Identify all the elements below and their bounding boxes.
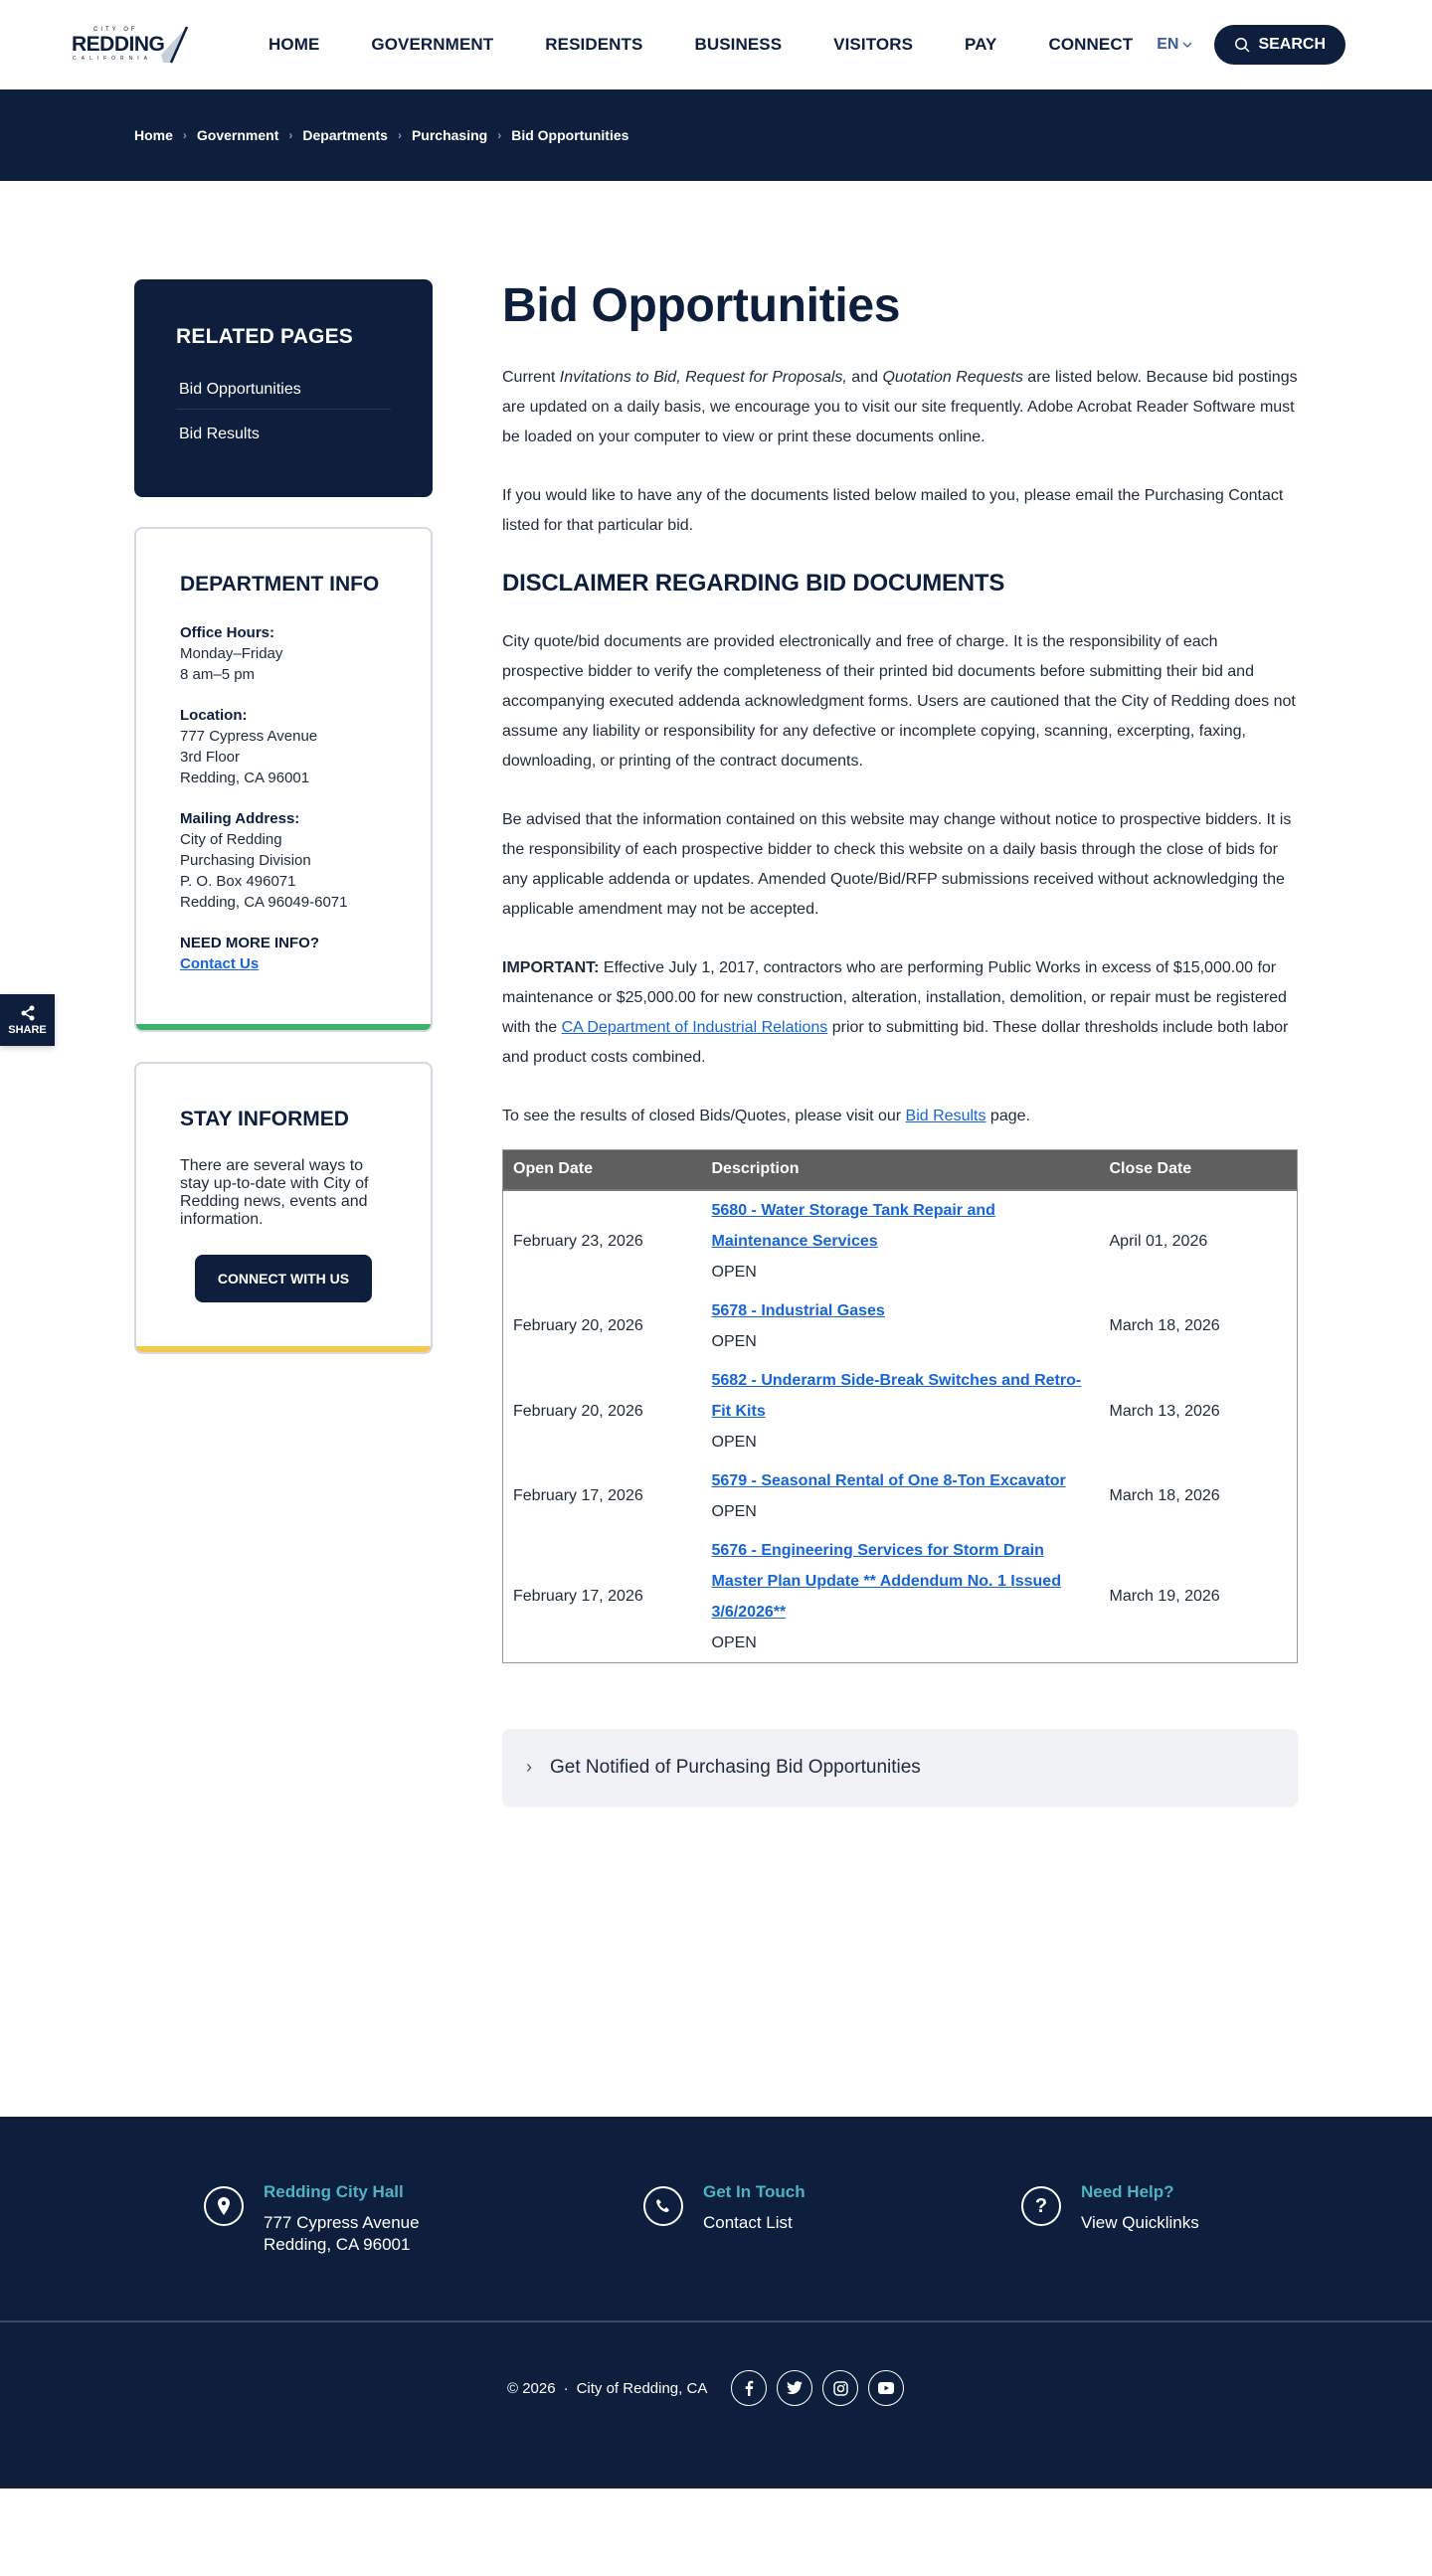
bid-results-link[interactable]: Bid Results — [905, 1108, 986, 1124]
copyright: © 2026 — [507, 2379, 556, 2397]
yellow-accent-bar — [136, 1346, 431, 1352]
bid-link[interactable]: 5676 - Engineering Services for Storm Drain Master Plan Update ** Addendum No. 1 Issued 3/6/2026** — [711, 1541, 1061, 1621]
intro-text: are listed below. Because bid postings are updated on a daily basis, we encourage you to visit our site frequently. Adobe Acrobat Reader Software must be loaded on your computer to view or print these documents online. — [502, 369, 1298, 445]
breadcrumb-separator-icon: › — [182, 128, 187, 142]
mailing-line: P. O. Box 496071 — [180, 873, 296, 890]
view-quicklinks-link[interactable]: View Quicklinks — [1081, 2213, 1199, 2232]
important-paragraph — [502, 953, 1298, 1073]
get-notified-accordion[interactable] — [502, 1729, 1298, 1806]
separator-dot: · — [563, 2379, 569, 2397]
related-link-bid-results[interactable]: Bid Results — [176, 409, 391, 453]
breadcrumb — [134, 127, 628, 143]
stay-informed-text: There are several ways to stay up-to-date with City of Redding news, events and information. — [180, 1157, 369, 1228]
main-content — [502, 279, 1298, 1806]
bid-link[interactable]: 5678 - Industrial Gases — [711, 1301, 885, 1319]
logo-california: CALIFORNIA — [73, 56, 153, 62]
breadcrumb-bar — [0, 89, 1432, 181]
address-line: 777 Cypress Avenue — [264, 2213, 420, 2232]
breadcrumb-separator-icon: › — [497, 128, 502, 142]
important-label: IMPORTANT: — [502, 959, 600, 976]
footer-divider — [0, 2320, 1432, 2322]
mailing-address-label: Mailing Address: — [180, 810, 300, 827]
intro-italic: Quotation Requests — [882, 369, 1023, 386]
logo-city-of: CITY OF — [93, 27, 138, 33]
nav-connect[interactable]: CONNECT — [1048, 35, 1134, 54]
social-links — [731, 2370, 904, 2406]
important-text: Effective July 1, 2017, contractors who are performing Public Works in excess of $15,000.00 for maintenance or $25,000.00 for new construction, alteration, installation, demolition, or repair must be registered with the — [502, 959, 1287, 1036]
mail-request-paragraph: If you would like to have any of the documents listed below mailed to you, please email the Purchasing Contact listed for that particular bid. — [502, 487, 1284, 534]
map-pin-icon — [204, 2186, 244, 2226]
intro-italic: Invitations to Bid, Request for Proposals, — [559, 369, 847, 386]
main-layout — [0, 279, 1432, 1806]
mailing-line: Purchasing Division — [180, 852, 311, 869]
footer-city-hall-title: Redding City Hall — [264, 2182, 404, 2201]
department-info-title: DEPARTMENT INFO — [180, 573, 380, 596]
contact-us-link[interactable]: Contact Us — [180, 955, 260, 972]
footer-need-help-title: Need Help? — [1081, 2182, 1174, 2201]
facebook-icon[interactable] — [731, 2370, 767, 2406]
results-text: page. — [985, 1108, 1030, 1124]
share-button[interactable] — [0, 994, 55, 1046]
bids-table — [502, 1149, 1298, 1663]
instagram-icon[interactable] — [822, 2370, 858, 2406]
twitter-icon[interactable] — [777, 2370, 812, 2406]
description-cell — [702, 1291, 1100, 1361]
mailing-line: Redding, CA 96049-6071 — [180, 894, 348, 911]
table-row — [503, 1461, 1298, 1531]
bid-status: OPEN — [711, 1502, 757, 1520]
office-hours-time: 8 am–5 pm — [180, 666, 256, 683]
open-date: February 23, 2026 — [513, 1232, 643, 1250]
nav-government[interactable]: GOVERNMENT — [371, 35, 494, 54]
intro-text: and — [846, 369, 883, 386]
main-nav — [268, 35, 1133, 55]
footer-get-in-touch-title: Get In Touch — [703, 2182, 806, 2201]
contact-list-link[interactable]: Contact List — [703, 2213, 793, 2232]
nav-residents[interactable]: RESIDENTS — [545, 35, 643, 54]
intro-paragraph — [502, 363, 1298, 452]
mailing-line: City of Redding — [180, 831, 282, 848]
office-hours-label: Office Hours: — [180, 624, 275, 641]
related-pages-title: RELATED PAGES — [176, 325, 354, 348]
need-more-info-label: NEED MORE INFO? — [180, 935, 320, 951]
description-cell — [702, 1361, 1100, 1461]
related-link-bid-opportunities[interactable]: Bid Opportunities — [179, 381, 301, 398]
breadcrumb-separator-icon: › — [397, 128, 402, 142]
location-line: 777 Cypress Avenue — [180, 728, 318, 745]
footer-get-in-touch — [643, 2182, 1021, 2256]
table-row — [503, 1531, 1298, 1663]
table-header-row — [503, 1150, 1298, 1190]
bid-link[interactable]: 5680 - Water Storage Tank Repair and Maintenance Services — [711, 1201, 995, 1250]
share-label: SHARE — [8, 1023, 47, 1036]
close-date: March 13, 2026 — [1109, 1402, 1220, 1420]
breadcrumb-departments[interactable]: Departments — [302, 127, 388, 143]
green-accent-bar — [136, 1024, 431, 1030]
address-line: Redding, CA 96001 — [264, 2235, 411, 2254]
location-label: Location: — [180, 707, 248, 724]
accordion-label: Get Notified of Purchasing Bid Opportunities — [550, 1756, 921, 1778]
column-description: Description — [702, 1150, 1100, 1190]
chevron-down-icon — [1182, 42, 1192, 48]
logo-redding: REDDING — [72, 33, 165, 56]
logo-swoosh-icon — [159, 25, 189, 65]
bid-status: OPEN — [711, 1263, 757, 1281]
language-selector[interactable] — [1157, 36, 1192, 54]
breadcrumb-home[interactable]: Home — [134, 127, 173, 143]
close-date: April 01, 2026 — [1109, 1232, 1208, 1250]
mailing-address — [180, 808, 387, 913]
column-close-date: Close Date — [1100, 1150, 1298, 1190]
connect-with-us-button[interactable]: CONNECT WITH US — [195, 1255, 372, 1302]
close-date: March 18, 2026 — [1109, 1317, 1220, 1334]
site-footer — [0, 2117, 1432, 2489]
table-row — [503, 1361, 1298, 1461]
bid-link[interactable]: 5682 - Underarm Side-Break Switches and Retro-Fit Kits — [711, 1371, 1082, 1420]
nav-pay[interactable]: PAY — [965, 35, 997, 54]
bid-status: OPEN — [711, 1332, 757, 1350]
dir-link[interactable]: CA Department of Industrial Relations — [561, 1019, 828, 1036]
close-date: March 18, 2026 — [1109, 1487, 1220, 1504]
description-cell — [702, 1461, 1100, 1531]
chevron-right-icon: › — [526, 1757, 532, 1777]
description-cell — [702, 1531, 1100, 1663]
stay-informed-title: STAY INFORMED — [180, 1108, 349, 1130]
site-header — [0, 0, 1432, 89]
open-date: February 17, 2026 — [513, 1588, 643, 1605]
page-title: Bid Opportunities — [502, 279, 901, 332]
bid-link[interactable]: 5679 - Seasonal Rental of One 8-Ton Excavator — [711, 1471, 1066, 1489]
bid-status: OPEN — [711, 1633, 757, 1651]
search-icon — [1234, 37, 1250, 53]
location-line: Redding, CA 96001 — [180, 770, 310, 786]
related-pages-card — [134, 279, 433, 497]
city-logo[interactable] — [72, 25, 189, 65]
open-date: February 20, 2026 — [513, 1402, 643, 1420]
question-icon: ? — [1021, 2186, 1061, 2226]
breadcrumb-separator-icon: › — [288, 128, 293, 142]
footer-bottom — [507, 2370, 904, 2406]
search-button[interactable] — [1214, 25, 1345, 65]
important-text: prior to submitting bid. These dollar thresholds include both labor and product costs combined. — [502, 1019, 1289, 1066]
office-hours-days: Monday–Friday — [180, 645, 283, 662]
need-more-info — [180, 933, 387, 974]
youtube-icon[interactable] — [868, 2370, 904, 2406]
location — [180, 705, 387, 788]
language-label: EN — [1157, 36, 1179, 53]
disclaimer-paragraph-2: Be advised that the information contained on this website may change without notice to prospective bidders. It is the responsibility of each prospective bidder to check this website on a daily basis through the close of bids for any applicable addenda or updates. Amended Quote/Bid/RFP submissions received without acknowledging the applicable amendment may not be accepted. — [502, 811, 1292, 918]
footer-city-hall — [204, 2182, 643, 2256]
description-cell — [702, 1190, 1100, 1291]
open-date: February 17, 2026 — [513, 1487, 643, 1504]
sidebar — [134, 279, 433, 1806]
disclaimer-heading: DISCLAIMER REGARDING BID DOCUMENTS — [502, 570, 1005, 597]
footer-need-help — [1021, 2182, 1199, 2256]
breadcrumb-government[interactable]: Government — [196, 127, 279, 143]
results-text: To see the results of closed Bids/Quotes, please visit our — [502, 1108, 906, 1124]
breadcrumb-current: Bid Opportunities — [511, 127, 629, 143]
intro-text: Current — [502, 369, 560, 386]
bid-results-paragraph — [502, 1102, 1298, 1131]
bid-status: OPEN — [711, 1433, 757, 1451]
open-date: February 20, 2026 — [513, 1317, 643, 1334]
location-line: 3rd Floor — [180, 749, 241, 766]
phone-icon — [643, 2186, 683, 2226]
table-row — [503, 1291, 1298, 1361]
nav-home[interactable]: HOME — [268, 35, 320, 54]
office-hours — [180, 622, 387, 685]
department-info-card — [134, 527, 433, 1032]
footer-columns — [0, 2182, 1432, 2256]
disclaimer-paragraph-1: City quote/bid documents are provided electronically and free of charge. It is the responsibility of each prospective bidder to verify the completeness of their printed bid documents before submitting their bid and accompanying executed addenda acknowledgment forms. Users are cautioned that the City of Redding does not assume any liability or responsibility for any defective or incomplete copying, scanning, excerpting, faxing, downloading, or printing of the contract documents. — [502, 633, 1296, 770]
close-date: March 19, 2026 — [1109, 1588, 1220, 1605]
footer-address — [264, 2212, 420, 2256]
search-label: SEARCH — [1258, 36, 1327, 53]
column-open-date: Open Date — [503, 1150, 702, 1190]
stay-informed-card — [134, 1062, 433, 1354]
table-row — [503, 1190, 1298, 1291]
nav-business[interactable]: BUSINESS — [694, 35, 783, 54]
share-icon — [20, 1005, 36, 1021]
footer-org: City of Redding, CA — [576, 2379, 708, 2397]
breadcrumb-purchasing[interactable]: Purchasing — [411, 127, 488, 143]
nav-visitors[interactable]: VISITORS — [833, 35, 914, 54]
